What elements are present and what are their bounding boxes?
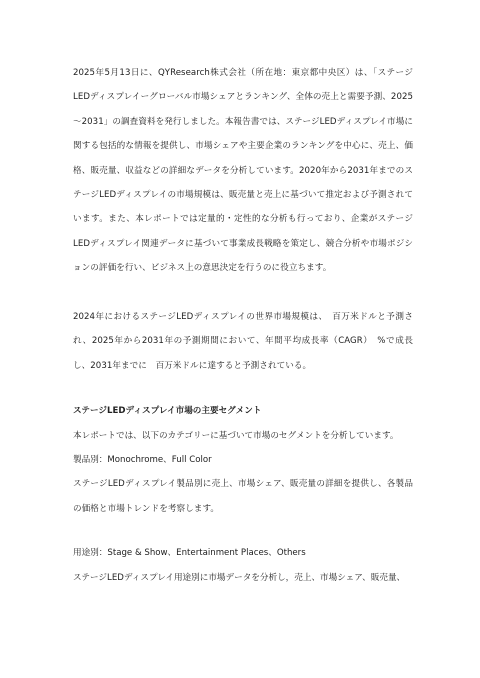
market-size-paragraph: 2024年におけるステージLEDディスプレイの世界市場規模は、 百万米ドルと予測され、2025年から2031年の予測期間において、年間平均成長率（CAGR） %で成長し、2031年までに 百万米ドルに達すると予測されている。: [73, 312, 413, 371]
intro-paragraph: 2025年5月13日に、QYResearch株式会社（所在地：東京都中央区）は、「ステージLEDディスプレイーグローバル市場シェアとランキング、全体の売上と需要予測、2025～2031」の調査資料を発行しました。本報告書では、ステージLEDディスプレイ市場に関する包括的な情報を提供し、市場シェアや主要企業のランキングを中心に、売上、価格、販売量、収益などの詳細なデータを分析しています。2020年から2031年までのステージLEDディスプレイの市場規模は、販売量と売上に基づいて推定および予測されています。また、本レポートでは定量的・定性的な分析も行っており、企業がステージLEDディスプレイ関連データに基づいて事業成長戦略を策定し、競合分析や市場ポジションの評価を行い、ビジネス上の意思決定を行うのに役立ちます。: [73, 68, 413, 274]
by-application-label: 用途別：Stage & Show、Entertainment Places、Others: [73, 548, 306, 559]
by-application-description: ステージLEDディスプレイ用途別に市場データを分析し，売上、市場シェア、販売量、: [73, 572, 406, 583]
segment-intro: 本レポートでは、以下のカテゴリーに基づいて市場のセグメントを分析しています。: [73, 430, 399, 441]
segment-section-title: ステージLEDディスプレイ市場の主要セグメント: [73, 406, 262, 417]
paragraph-gap: [73, 281, 413, 305]
by-product-label: 製品別：Monochrome、Full Color: [73, 455, 212, 466]
by-product-description: ステージLEDディスプレイ製品別に売上、市場シェア、販売量の詳細を提供し、各製品の価格と市場トレンドを考察します。: [73, 479, 413, 514]
paragraph-gap: [73, 521, 413, 541]
document-body: [73, 61, 413, 590]
paragraph-gap: [73, 378, 413, 399]
